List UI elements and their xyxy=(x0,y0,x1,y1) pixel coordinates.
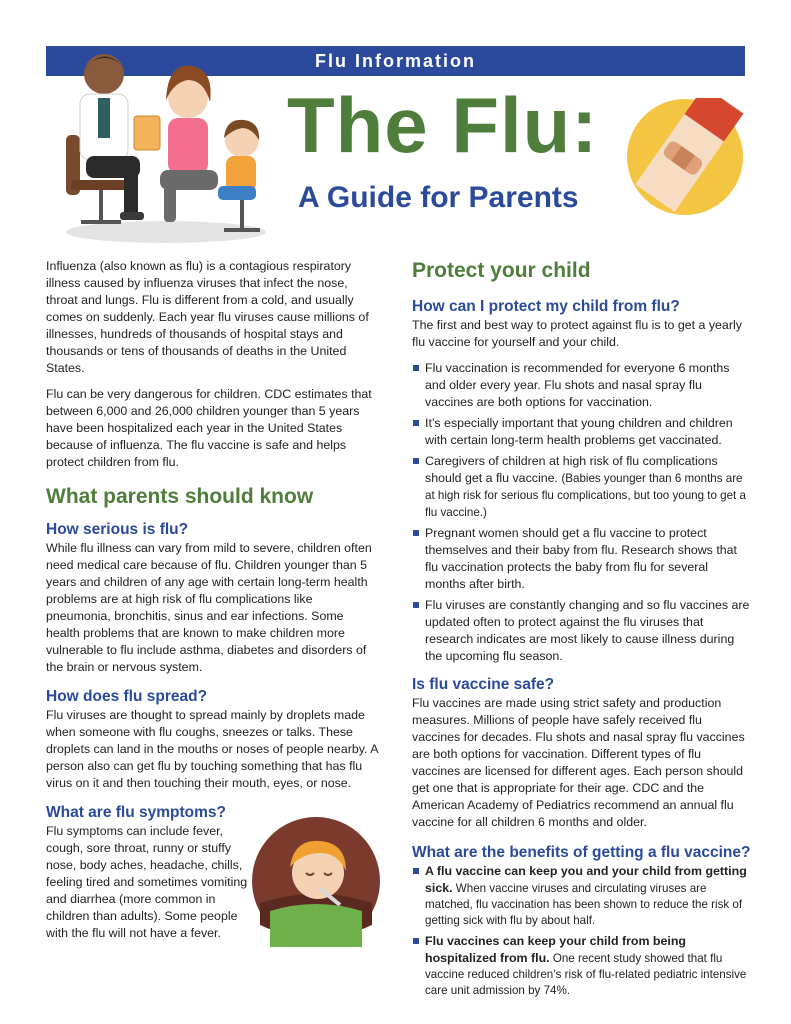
list-item: A flu vaccine can keep you and your child from getting sick. When vaccine viruses and circulating viruses are matched, flu vaccination has been shown to reduce the risk of getting sick with flu by about half. xyxy=(412,863,752,929)
heading-how-protect: How can I protect my child from flu? xyxy=(412,298,680,315)
banner: Flu Information xyxy=(46,46,745,76)
paragraph-vaccine-safe: Flu vaccines are made using strict safety and production measures. Millions of people have safely received flu vaccines for decades. Flu shots and nasal spray flu vaccines are both options for vaccination. Different types of flu vaccines are licensed for different ages. Each person should get one that is appropriate for their age. CDC and the American Academy of Pediatrics recommend an annual flu vaccine for all children 6 months and older. xyxy=(412,696,745,829)
heading-how-serious: How serious is flu? xyxy=(46,521,189,538)
paragraph-how-protect: The first and best way to protect against flu is to get a yearly flu vaccine for yourself and your child. xyxy=(412,318,742,349)
section-heading-protect: Protect your child xyxy=(412,259,591,282)
intro-paragraph-1: Influenza (also known as flu) is a contagious respiratory illness caused by influenza viruses that infect the nose, throat and lungs. Flu is different from a cold, and usually comes on suddenly. Each year flu viruses cause millions of illnesses, hundreds of thousands of hospital stays and thousands or tens of thousands of deaths in the United States. xyxy=(46,259,369,375)
section-heading-parents: What parents should know xyxy=(46,485,314,508)
right-column xyxy=(412,258,752,1003)
sick-child-illustration xyxy=(250,815,382,947)
heading-vaccine-safe: Is flu vaccine safe? xyxy=(412,676,555,693)
list-item: Flu vaccines can keep your child from being hospitalized from flu. One recent study showed that flu vaccine reduced children’s risk of flu-related pediatric intensive care unit admission by 74%. xyxy=(412,933,752,999)
list-item: Flu vaccination is recommended for everyone 6 months and older every year. Flu shots and nasal spray flu vaccines are both options for vaccination. xyxy=(412,360,752,411)
bandage-arm-illustration xyxy=(626,98,744,216)
heading-how-spread: How does flu spread? xyxy=(46,688,208,705)
heading-symptoms: What are flu symptoms? xyxy=(46,804,226,821)
intro-paragraph-2: Flu can be very dangerous for children. CDC estimates that between 6,000 and 26,000 children younger than 5 years have been hospitalized each year in the United States because of influenza. The flu vaccine is safe and helps protect children from flu. xyxy=(46,387,372,469)
paragraph-how-spread: Flu viruses are thought to spread mainly by droplets made when someone with flu coughs, sneezes or talks. These droplets can land in the mouths or noses of people nearby. A person also can get flu by touching something that has flu virus on it and then touching their mouth, eyes, or nose. xyxy=(46,708,378,790)
list-item: It’s especially important that young children and children with certain long-term health problems get vaccinated. xyxy=(412,415,752,449)
page-title: The Flu: xyxy=(287,81,599,169)
heading-benefits: What are the benefits of getting a flu vaccine? xyxy=(412,844,751,861)
paragraph-how-serious: While flu illness can vary from mild to severe, children often need medical care because of flu. Children younger than 5 years and children of any age with certain long-term health problems are at high risk of flu complications like pneumonia, bronchitis, sinus and ear infections. Some health problems that are known to make children more vulnerable to flu include asthma, diabetes and disorders of the brain or nervous system. xyxy=(46,541,372,674)
doctor-family-illustration xyxy=(56,40,271,245)
page-subtitle: A Guide for Parents xyxy=(298,181,579,214)
paragraph-symptoms: Flu symptoms can include fever, cough, sore throat, runny or stuffy nose, body aches, headache, chills, feeling tired and sometimes vomiting and diarrhea (more common in children than adults). Some people with the flu will not have a fever. xyxy=(46,824,248,940)
list-item: Flu viruses are constantly changing and so flu vaccines are updated often to protect against the flu viruses that research indicates are most likely to cause illness during the upcoming flu season. xyxy=(412,597,752,665)
benefits-bullet-list xyxy=(412,863,752,999)
protect-bullet-list xyxy=(412,360,752,665)
list-item: Caregivers of children at high risk of flu complications should get a flu vaccine. (Babies younger than 6 months are at high risk for serious flu complications, but too young to get a flu vaccine.) xyxy=(412,453,752,521)
list-item: Pregnant women should get a flu vaccine to protect themselves and their baby from flu. Research shows that flu vaccination protects the baby from flu for several months after birth. xyxy=(412,525,752,593)
